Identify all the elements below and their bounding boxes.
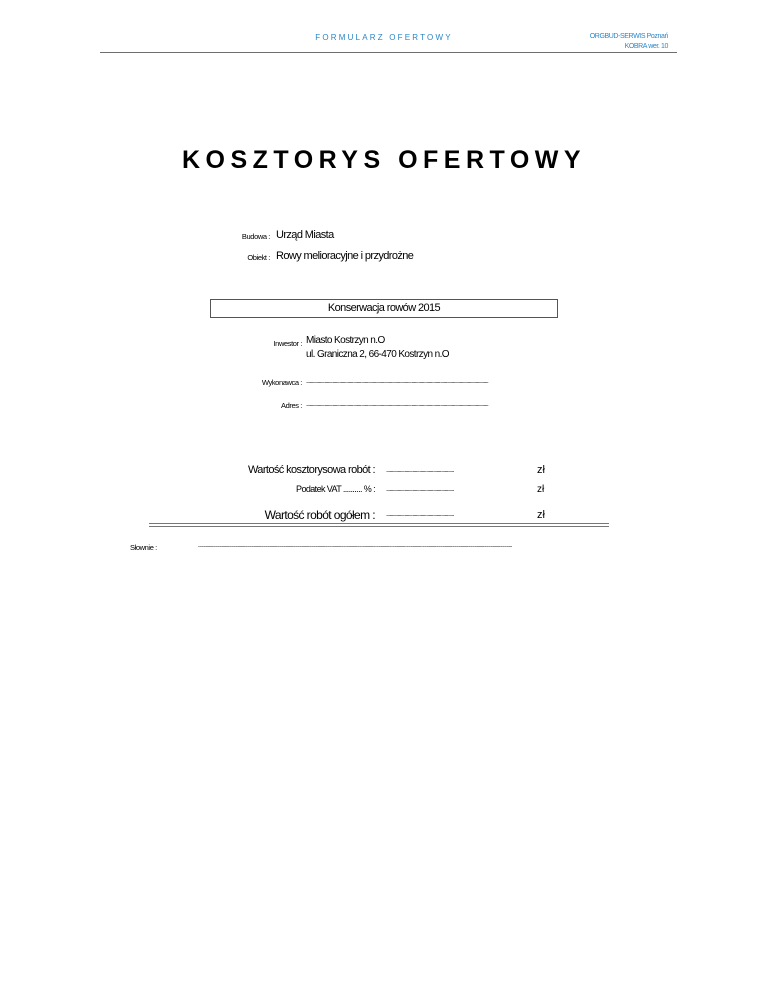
adres-label: Adres : (281, 401, 302, 410)
vat-label: Podatek VAT .......... % : (296, 484, 375, 494)
wykonawca-value: ............................................................................................................................................................... (306, 378, 489, 385)
obiekt-label: Obiekt : (247, 253, 270, 262)
netto-currency: zł (537, 464, 545, 476)
slownie-value: ...................................................................................................................................................................................................................................................................................................... (198, 543, 512, 549)
inwestor-label: Inwestor : (273, 339, 302, 348)
company-info (590, 32, 668, 52)
document-title: KOSZTORYS OFERTOWY (181, 146, 587, 174)
form-header-title: FORMULARZ OFERTOWY (315, 33, 453, 42)
zadanie-box: Konserwacja rowów 2015 (210, 299, 558, 318)
netto-value: ........................................................... (386, 467, 454, 474)
obiekt-value: Rowy melioracyjne i przydrożne (276, 250, 414, 262)
vat-value: ........................................................... (386, 486, 454, 493)
header-divider (100, 52, 677, 53)
total-value: ........................................................... (386, 511, 454, 518)
inwestor-name: Miasto Kostrzyn n.O (306, 335, 385, 346)
total-currency: zł (537, 509, 545, 521)
summary-divider-top (149, 523, 609, 524)
company-name: ORGBUD-SERWIS Poznań (589, 33, 668, 40)
budowa-label: Budowa : (241, 232, 270, 241)
inwestor-address: ul. Graniczna 2, 66-470 Kostrzyn n.O (306, 349, 449, 360)
software-version: KOBRA wer. 10 (624, 43, 668, 50)
total-label: Wartość robót ogółem : (264, 508, 375, 522)
slownie-label: Słownie : (130, 543, 157, 552)
wykonawca-label: Wykonawca : (261, 378, 302, 387)
budowa-value: Urząd Miasta (276, 229, 334, 241)
adres-value: ............................................................................................................................................................... (306, 401, 489, 408)
netto-label: Wartość kosztorysowa robót : (247, 464, 375, 476)
summary-divider-bottom (149, 526, 609, 527)
vat-currency: zł (537, 484, 545, 495)
